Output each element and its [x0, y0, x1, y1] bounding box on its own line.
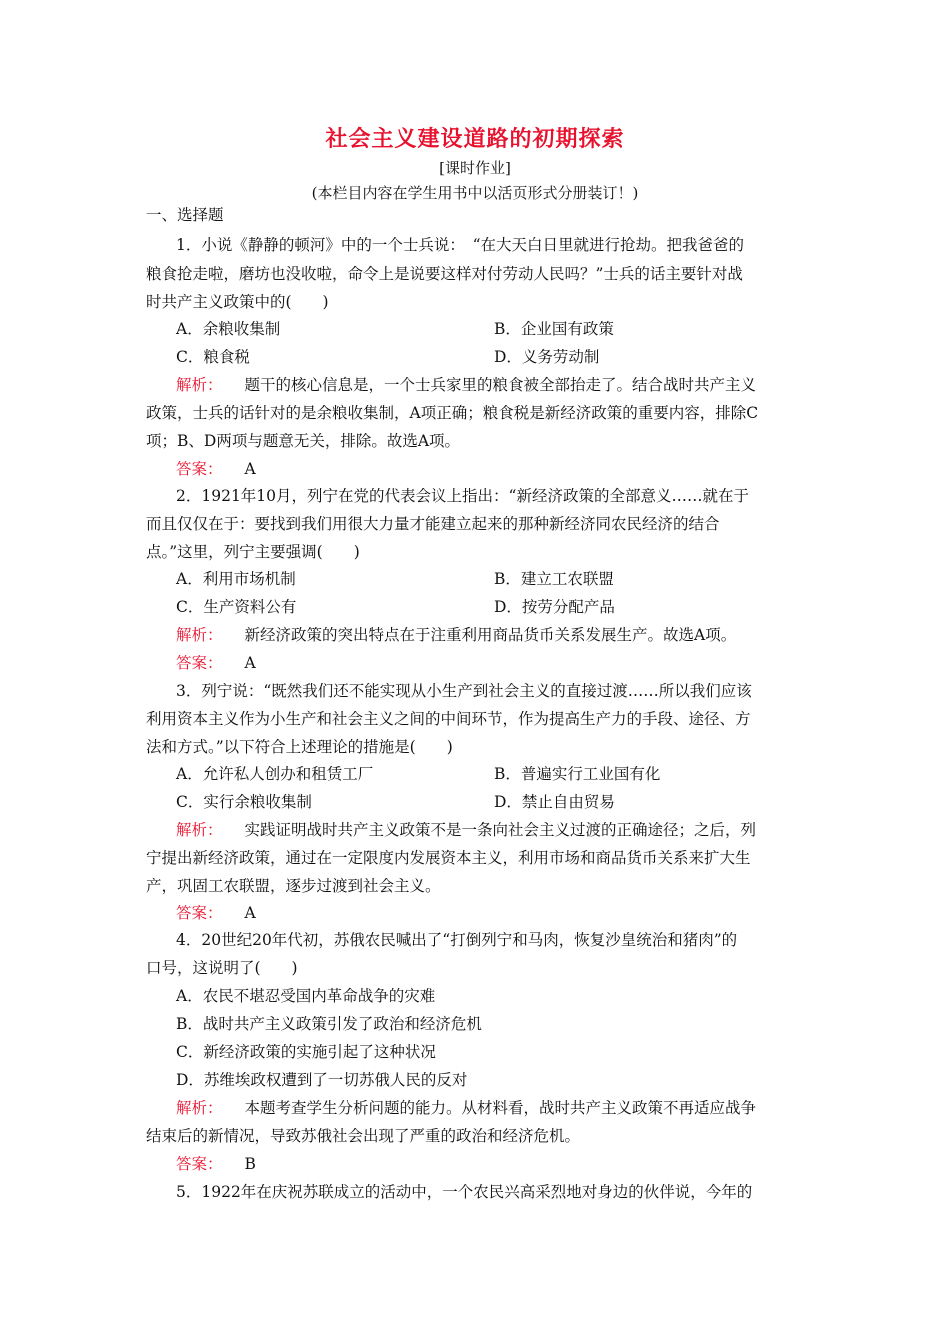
section-heading: 一、选择题	[146, 206, 224, 224]
q2-answer	[176, 653, 256, 673]
q5-stem-line1: 5．1922年在庆祝苏联成立的活动中，一个农民兴高采烈地对身边的伙伴说，今年的	[176, 1183, 753, 1201]
q1-analysis-line1: 题干的核心信息是，一个士兵家里的粮食被全部抬走了。结合战时共产主义	[244, 376, 757, 394]
q2-answer-value: A	[244, 654, 256, 672]
q2-option-a: A．利用市场机制	[176, 570, 296, 588]
q4-option-c: C．新经济政策的实施引起了这种状况	[176, 1043, 436, 1061]
q3-answer	[176, 903, 256, 923]
page-title: 社会主义建设道路的初期探索	[325, 126, 625, 152]
q3-option-a: A．允许私人创办和租赁工厂	[176, 765, 374, 783]
q4-option-b: B．战时共产主义政策引发了政治和经济危机	[176, 1015, 482, 1033]
q3-analysis-line1: 实践证明战时共产主义政策不是一条向社会主义过渡的正确途径；之后，列	[244, 821, 757, 839]
q1-analysis-line3: 项；B、D两项与题意无关，排除。故选A项。	[146, 432, 461, 450]
q1-stem-line3: 时共产主义政策中的( )	[146, 293, 329, 311]
q3-stem-line1: 3．列宁说：“既然我们还不能实现从小生产到社会主义的直接过渡……所以我们应该	[176, 682, 752, 700]
analysis-label: 解析：	[176, 1099, 223, 1117]
q4-option-d: D．苏维埃政权遭到了一切苏俄人民的反对	[176, 1071, 468, 1089]
q1-option-a: A．余粮收集制	[176, 320, 281, 338]
answer-label: 答案：	[176, 460, 223, 478]
q4-analysis-line1: 本题考查学生分析问题的能力。从材料看，战时共产主义政策不再适应战争	[244, 1099, 757, 1117]
q4-answer-value: B	[244, 1155, 256, 1173]
q2-stem-line1: 2．1921年10月，列宁在党的代表会议上指出：“新经济政策的全部意义……就在于	[176, 487, 749, 505]
q1-analysis	[176, 375, 756, 395]
q3-option-c: C．实行余粮收集制	[176, 793, 312, 811]
q4-answer	[176, 1154, 256, 1174]
q1-option-b: B．企业国有政策	[494, 320, 614, 338]
q2-analysis	[176, 625, 736, 645]
q2-analysis-line1: 新经济政策的突出特点在于注重利用商品货币关系发展生产。故选A项。	[244, 626, 737, 644]
q1-option-c: C．粮食税	[176, 348, 250, 366]
q3-answer-value: A	[244, 904, 256, 922]
binding-note: (本栏目内容在学生用书中以活页形式分册装订！)	[311, 184, 639, 202]
answer-label: 答案：	[176, 654, 223, 672]
q2-option-c: C．生产资料公有	[176, 598, 297, 616]
q4-analysis	[176, 1098, 756, 1118]
q3-analysis-line3: 产，巩固工农联盟，逐步过渡到社会主义。	[146, 877, 441, 895]
q3-option-b: B．普遍实行工业国有化	[494, 765, 661, 783]
q3-stem-line2: 利用资本主义作为小生产和社会主义之间的中间环节，作为提高生产力的手段、途径、方	[146, 710, 751, 728]
q1-stem-line2: 粮食抢走啦，磨坊也没收啦，命令上是说要这样对付劳动人民吗？”士兵的话主要针对战	[146, 265, 743, 283]
answer-label: 答案：	[176, 904, 223, 922]
analysis-label: 解析：	[176, 821, 223, 839]
q2-stem-line3: 点。”这里，列宁主要强调( )	[146, 543, 360, 561]
q4-option-a: A．农民不堪忍受国内革命战争的灾难	[176, 987, 436, 1005]
q3-option-d: D．禁止自由贸易	[494, 793, 615, 811]
subtitle: [课时作业]	[439, 159, 511, 177]
q1-analysis-line2: 政策，士兵的话针对的是余粮收集制，A项正确；粮食税是新经济政策的重要内容，排除C	[146, 404, 759, 422]
answer-label: 答案：	[176, 1155, 223, 1173]
q4-analysis-line2: 结束后的新情况，导致苏俄社会出现了严重的政治和经济危机。	[146, 1127, 581, 1145]
q4-stem-line2: 口号，这说明了( )	[146, 959, 298, 977]
q3-stem-line3: 法和方式。”以下符合上述理论的措施是( )	[146, 738, 453, 756]
q2-stem-line2: 而且仅仅在于：要找到我们用很大力量才能建立起来的那种新经济同农民经济的结合	[146, 515, 720, 533]
q2-option-b: B．建立工农联盟	[494, 570, 614, 588]
analysis-label: 解析：	[176, 626, 223, 644]
q2-option-d: D．按劳分配产品	[494, 598, 615, 616]
analysis-label: 解析：	[176, 376, 223, 394]
q1-stem-line1: 1．小说《静静的顿河》中的一个士兵说： “在大天白日里就进行抢劫。把我爸爸的	[176, 236, 745, 254]
q1-option-d: D．义务劳动制	[494, 348, 600, 366]
q4-stem-line1: 4．20世纪20年代初，苏俄农民喊出了“打倒列宁和马肉，恢复沙皇统治和猪肉”的	[176, 931, 738, 949]
q3-analysis	[176, 820, 756, 840]
q1-answer	[176, 459, 256, 479]
q1-answer-value: A	[244, 460, 256, 478]
q3-analysis-line2: 宁提出新经济政策，通过在一定限度内发展资本主义，利用市场和商品货币关系来扩大生	[146, 849, 751, 867]
